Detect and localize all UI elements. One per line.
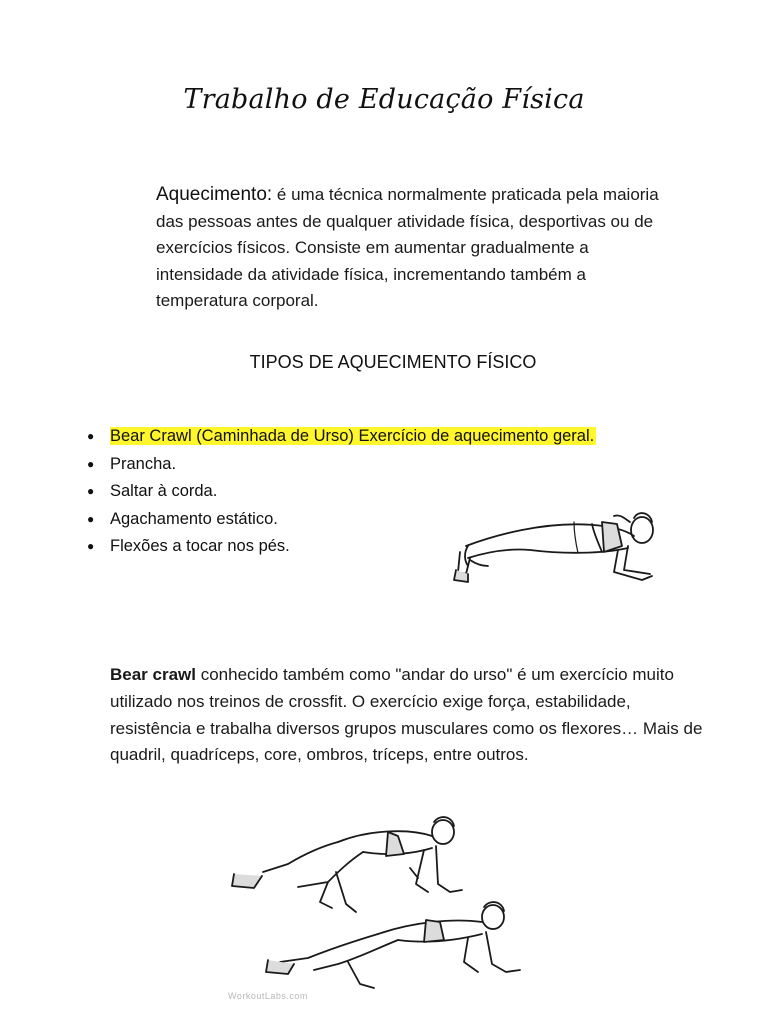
- bullet-icon: ●: [87, 539, 95, 553]
- bear-crawl-paragraph: [110, 662, 710, 769]
- list-item: ● Flexões a tocar nos pés.: [84, 533, 596, 561]
- intro-paragraph: [156, 182, 676, 315]
- list-item: ● Bear Crawl (Caminhada de Urso) Exercício de aquecimento geral.: [84, 423, 596, 451]
- bullet-icon: ●: [87, 456, 95, 471]
- document-title: Trabalho de Educação Física: [183, 84, 585, 115]
- bear-crawl-text: conhecido também como "andar do urso" é um exercício muito utilizado nos treinos de crossfit. O exercício exige força, estabilidade, resistência e trabalha diversos grupos musculares como os flexores… Mais de quadril, quadríceps, core, ombros, tríceps, entre outros.: [110, 665, 703, 765]
- bear-crawl-term: Bear crawl: [110, 665, 196, 684]
- list-item: ● Prancha.: [84, 451, 596, 479]
- section-heading: TIPOS DE AQUECIMENTO FÍSICO: [249, 352, 537, 372]
- list-item: ● Saltar à corda.: [84, 478, 596, 506]
- bullet-icon: ●: [87, 484, 95, 498]
- bullet-icon: ●: [87, 511, 95, 526]
- bullet-icon: ●: [87, 429, 95, 443]
- list-item: ● Agachamento estático.: [84, 506, 596, 534]
- illustration-watermark: WorkoutLabs.com: [228, 991, 308, 1001]
- plank-illustration: [452, 500, 662, 590]
- intro-text: é uma técnica normalmente praticada pela maioria das pessoas antes de qualquer atividade física, desportivas ou de exercícios físicos. Consiste em aumentar gradualmente a intensidade da atividade física, incrementando também a temperatura corporal.: [156, 185, 659, 310]
- intro-term: Aquecimento:: [156, 184, 273, 205]
- bear-crawl-illustration: [228, 812, 528, 997]
